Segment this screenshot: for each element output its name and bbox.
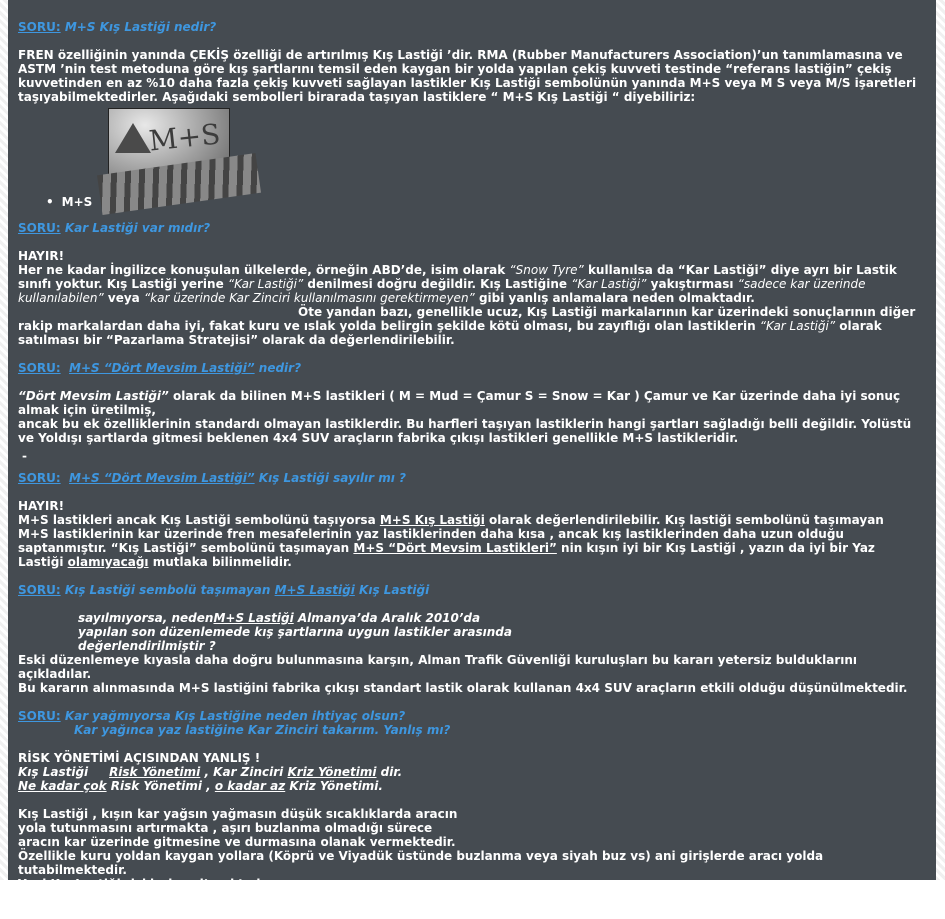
paragraph-kis-l3: aracın kar üzerinde gitmesine ve durmasına olanak vermektedir. [18,835,456,849]
article-content [18,20,918,919]
answer-hayir: HAYIR! [18,499,65,513]
soru-label: SORU: [18,471,61,485]
paragraph-marketing: Öte yandan bazı, genellikle ucuz, Kış Lastiği markalarının kar üzerindeki sonuçlarının diğer rakip markalardan daha iyi, fakat kuru ve ıslak yolda belirgin şekilde kötü olması, bu zayıflığı olan lastiklerin “Kar Lastiği” olarak satılması bir “Pazarlama Stratejisi” olarak da değerlendirilebilir. [18,305,916,347]
tire-ms-marking: M+S [147,117,222,158]
article-page [8,0,936,919]
question-text: M+S Kış Lastiği nedir? [60,20,217,34]
question-text: Kar Lastiği var mıdır? [60,221,211,235]
risk-line-1: Kış Lastiği Risk Yönetimi , Kar Zinciri Kriz Yönetimi dir. [18,765,403,779]
right-margin-pattern [936,0,945,880]
dash-separator: - [22,449,27,463]
paragraph-suv: Bu kararın alınmasında M+S lastiğini fabrika çıkışı standart lastik olarak kullanan 4x4 SUV araçların etkili olduğu düşünülmektedir. [18,681,908,695]
paragraph-kis-l2: yola tutunmasını artırmakta , aşırı buzlanma olmadığı sürece [18,821,433,835]
question-heading-6-line2: Kar yağınca yaz lastiğine Kar Zinciri takarım. Yanlış mı? [74,723,451,737]
question-text: nedir? [254,361,302,375]
question-link[interactable]: M+S “Dört Mevsim Lastiği” [69,361,255,375]
paragraph-kis-l1: Kış Lastiği , kışın kar yağsın yağmasın düşük sıcaklıklarda aracın [18,807,458,821]
soru-label: SORU: [18,583,61,597]
paragraph-dort-mevsim: “Dört Mevsim Lastiği” olarak da bilinen M+S lastikleri ( M = Mud = Çamur S = Snow = Kar ) Çamur ve Kar üzerinde daha iyi sonuç almak için üretilmiş, [18,389,901,417]
question-heading-6: SORU: Kar yağmıyorsa Kış Lastiğine neden ihtiyaç olsun? [18,709,406,723]
bullet-ms: • M+S [46,195,918,209]
paragraph-ms-definition: FREN özelliğinin yanında ÇEKİŞ özelliği de artırılmış Kış Lastiği ’dir. RMA (Rubber Manufacturers Association)’un tanımlamasına ve ASTM ’nin test metoduna göre kış şartlarını temsil eden kaygan bir yolda yapılan çekiş kuvveti testinde “referans lastiğin” çekiş kuvvetinden en az %10 daha fazla çekiş kuvveti sağlayan lastikler Kış Lastiği sembolünün yanında M+S veya M S veya M/S işaretleri taşıyabilmektedirler. Aşağıdaki sembolleri birarada taşıyan lastiklere “ M+S Kış Lastiği “ diyebiliriz: [18,48,917,104]
paragraph-dort-mevsim-2: ancak bu ek özelliklerinin standardı olmayan lastiklerdir. Bu harfleri taşıyan lastiklerin hangi şartları sağladığı belli değildir. Yolüstü ve Yoldışı şartlarda gitmesi beklenen 4x4 SUV araçların fabrika çıkışı lastikleri genellikle M+S lastikleridir. [18,417,912,445]
soru-label: SORU: [18,20,61,34]
ms-tire-image [108,108,230,191]
soru-label: SORU: [18,221,61,235]
paragraph-germany: Eski düzenlemeye kıyasla daha doğru bulunmasına karşın, Alman Trafik Güvenliği kuruluşları bu kararı yetersiz bulduklarını açıkladılar. [18,653,858,681]
risk-heading: RİSK YÖNETİMİ AÇISINDAN YANLIŞ ! [18,751,261,765]
question-continued-2: yapılan son düzenlemede kış şartlarına uygun lastikler arasında [78,625,512,639]
question-heading-5: SORU: Kış Lastiği sembolü taşımayan M+S Lastiği Kış Lastiği [18,583,430,597]
paragraph-kar-lastigi: Her ne kadar İngilizce konuşulan ülkelerde, örneğin ABD’de, isim olarak “Snow Tyre” kullanılsa da “Kar Lastiği” diye ayrı bir Lastik sınıfı yoktur. Kış Lastiği yerine “Kar Lastiği” denilmesi doğru değildir. Kış Lastiğine “Kar Lastiği” yakıştırması “sadece kar üzerinde kullanılabilen” veya “kar üzerinde Kar Zinciri kullanılmasını gerektirmeyen” gibi yanlış anlamalara neden olmaktadır. [18,263,897,305]
question-heading-1 [18,20,918,34]
question-text: Kış Lastiği sayılır mı ? [254,471,407,485]
left-margin-pattern [0,0,8,880]
soru-label: SORU: [18,361,61,375]
mountain-snowflake-icon [115,123,151,153]
link-ms-kis-lastigi[interactable]: M+S Kış Lastiği [379,513,485,527]
link-ms-dort-mevsim[interactable]: M+S “Dört Mevsim Lastikleri” [353,541,557,555]
paragraph-kis-l4: Özellikle kuru yoldan kaygan yollara (Köprü ve Viyadük üstünde buzlanma veya siyah buz vs) ani girişlerde aracı yolda tutabilmektedir. [18,849,824,877]
question-continued-3: değerlendirilmiştir ? [78,639,216,653]
question-continued-1: sayılmıyorsa, nedenM+S Lastiği Almanya’da Aralık 2010’da [78,611,481,625]
paragraph-kis-l5: Yani Kış Lastiği riskleri azaltmaktadır. [18,877,274,891]
question-link[interactable]: M+S “Dört Mevsim Lastiği” [69,471,255,485]
question-heading-4 [18,471,918,485]
question-heading-2 [18,221,918,235]
paragraph-yaz-lastigi: Yaz Lastiği ise aynı şartlarda ve özellikle ani zemin değişikliklerinde aracı yolda tutamamaktadır.Kış Lastiğine göre çok daha erken ve sık Kar Zinciri takma ihtiyacı duymakta ,zincir takıldığında yavaş gitmek ve kuru zeminde ise çıkarılmak zorundadır. [18,891,904,919]
question-heading-3 [18,361,918,375]
answer-hayir: HAYIR! [18,249,65,263]
soru-label: SORU: [18,709,61,723]
paragraph-ms-kis: M+S lastikleri ancak Kış Lastiği sembolünü taşıyorsa M+S Kış Lastiği olarak değerlendirilebilir. Kış lastiği sembolünü taşımayan M+S lastiklerinin kar üzerinde fren mesafelerinin yaz lastiklerinden daha kısa , ancak kış lastiklerinden daha uzun olduğu saptanmıştır. “Kış Lastiği” sembolünü taşımayan M+S “Dört Mevsim Lastikleri” nin kışın iyi bir Kış Lastiği , yazın da iyi bir Yaz Lastiği olamıyacağı mutlaka bilinmelidir. [18,513,884,569]
risk-line-2: Ne kadar çok Risk Yönetimi , o kadar az Kriz Yönetimi. [18,779,383,793]
question-link[interactable]: M+S Lastiği [274,583,355,597]
